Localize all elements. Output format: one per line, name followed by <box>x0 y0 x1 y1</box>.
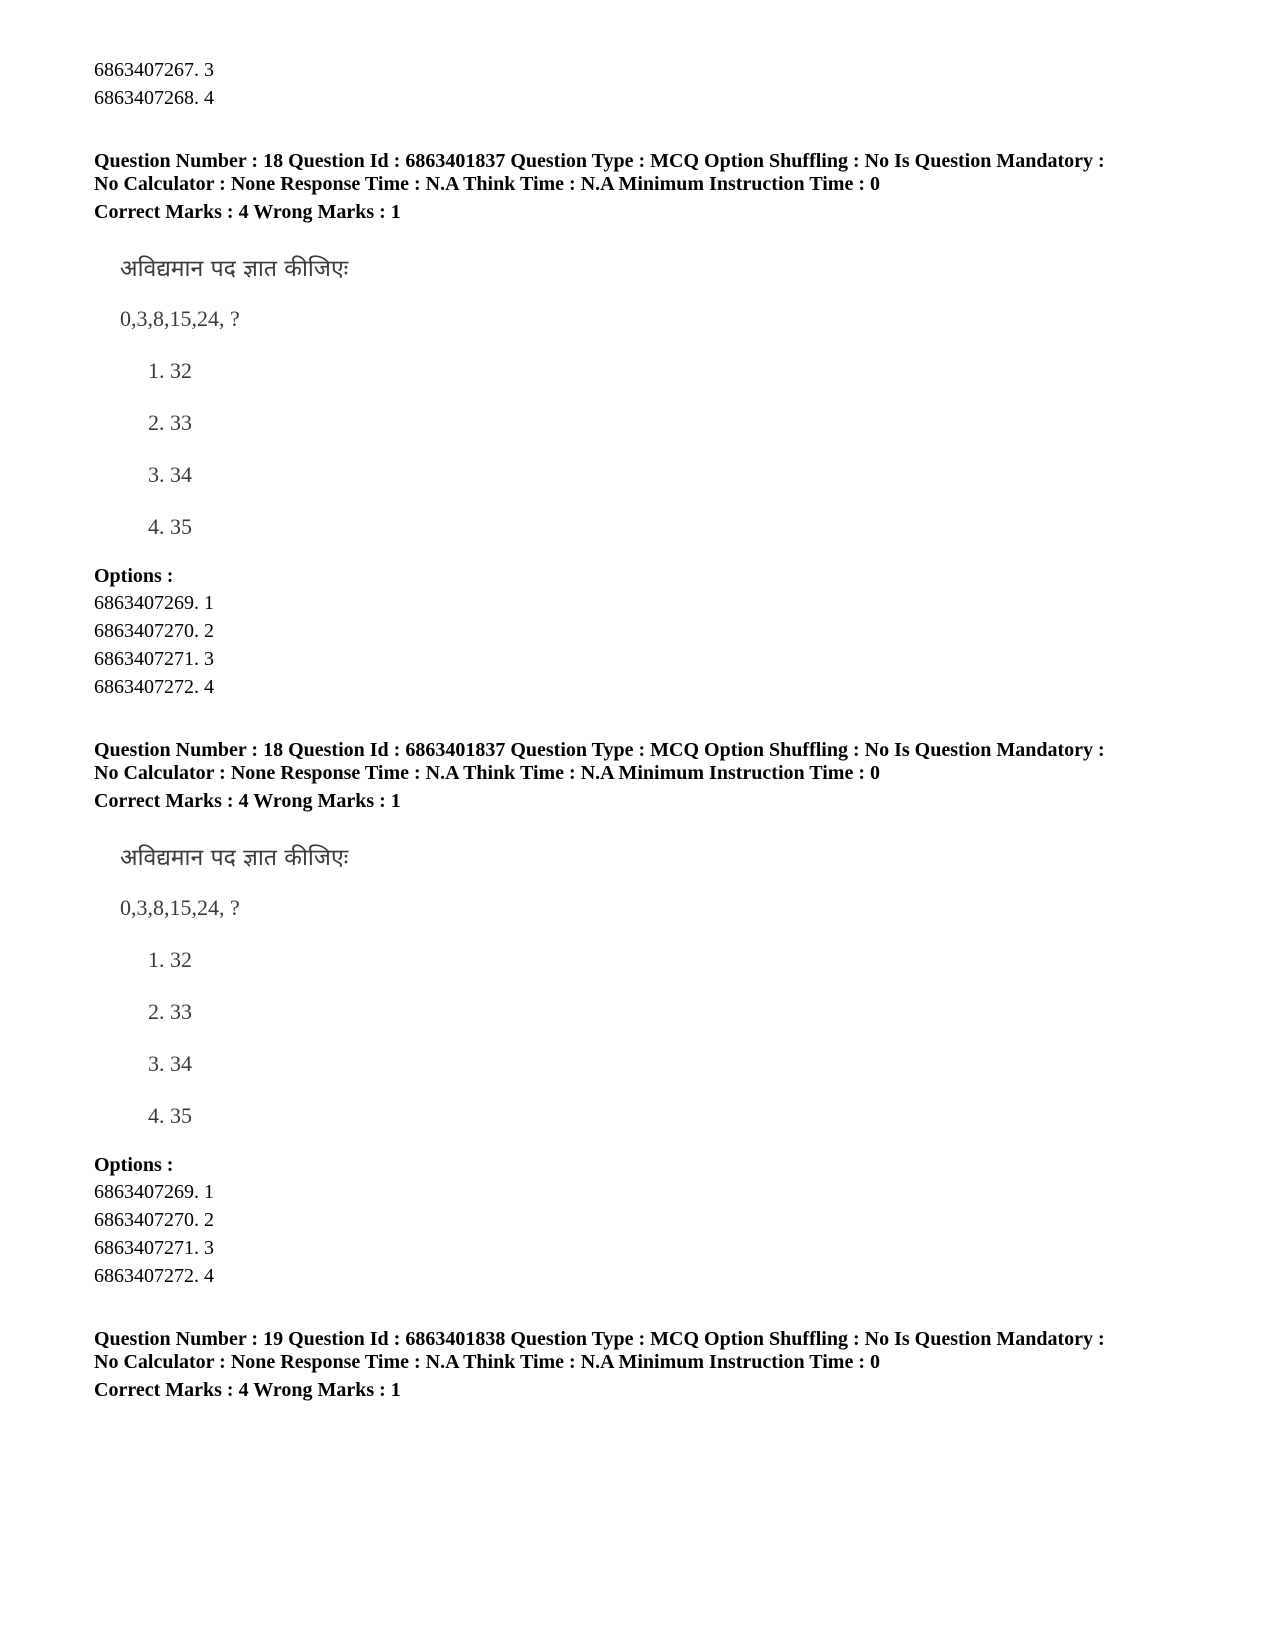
question-choice: 1. 32 <box>148 947 192 972</box>
question-choice: 2. 33 <box>148 410 192 435</box>
question-header-line1: Question Number : 18 Question Id : 6863401837 Question Type : MCQ Option Shuffling : No Is Question Mandatory : <box>94 150 1105 172</box>
question-series: 0,3,8,15,24, ? <box>120 895 240 920</box>
option-line: 6863407270. 2 <box>94 620 214 642</box>
option-line: 6863407270. 2 <box>94 1209 214 1231</box>
option-line: 6863407269. 1 <box>94 592 214 614</box>
question-choice: 2. 33 <box>148 999 192 1024</box>
question-choice: 1. 32 <box>148 358 192 383</box>
option-line: 6863407272. 4 <box>94 1265 214 1287</box>
question-marks: Correct Marks : 4 Wrong Marks : 1 <box>94 201 401 223</box>
question-prompt: अविद्यमान पद ज्ञात कीजिएः <box>120 845 349 871</box>
question-header-line1: Question Number : 18 Question Id : 6863401837 Question Type : MCQ Option Shuffling : No Is Question Mandatory : <box>94 739 1105 761</box>
question-header-line1: Question Number : 19 Question Id : 6863401838 Question Type : MCQ Option Shuffling : No Is Question Mandatory : <box>94 1328 1105 1350</box>
question-prompt: अविद्यमान पद ज्ञात कीजिएः <box>120 256 349 282</box>
question-image <box>110 252 410 562</box>
option-line: 6863407271. 3 <box>94 648 214 670</box>
question-choice: 3. 34 <box>148 1051 192 1076</box>
question-header-line2: No Calculator : None Response Time : N.A Think Time : N.A Minimum Instruction Time : 0 <box>94 762 880 784</box>
options-label: Options : <box>94 565 174 587</box>
question-choice: 3. 34 <box>148 462 192 487</box>
question-choice: 4. 35 <box>148 1103 192 1128</box>
options-label: Options : <box>94 1154 174 1176</box>
option-line: 6863407268. 4 <box>94 87 214 109</box>
question-header-line2: No Calculator : None Response Time : N.A Think Time : N.A Minimum Instruction Time : 0 <box>94 1351 880 1373</box>
question-image <box>110 841 410 1151</box>
question-choice: 4. 35 <box>148 514 192 539</box>
option-line: 6863407267. 3 <box>94 59 214 81</box>
option-line: 6863407272. 4 <box>94 676 214 698</box>
question-marks: Correct Marks : 4 Wrong Marks : 1 <box>94 790 401 812</box>
question-marks: Correct Marks : 4 Wrong Marks : 1 <box>94 1379 401 1401</box>
question-header-line2: No Calculator : None Response Time : N.A Think Time : N.A Minimum Instruction Time : 0 <box>94 173 880 195</box>
option-line: 6863407271. 3 <box>94 1237 214 1259</box>
option-line: 6863407269. 1 <box>94 1181 214 1203</box>
question-series: 0,3,8,15,24, ? <box>120 306 240 331</box>
